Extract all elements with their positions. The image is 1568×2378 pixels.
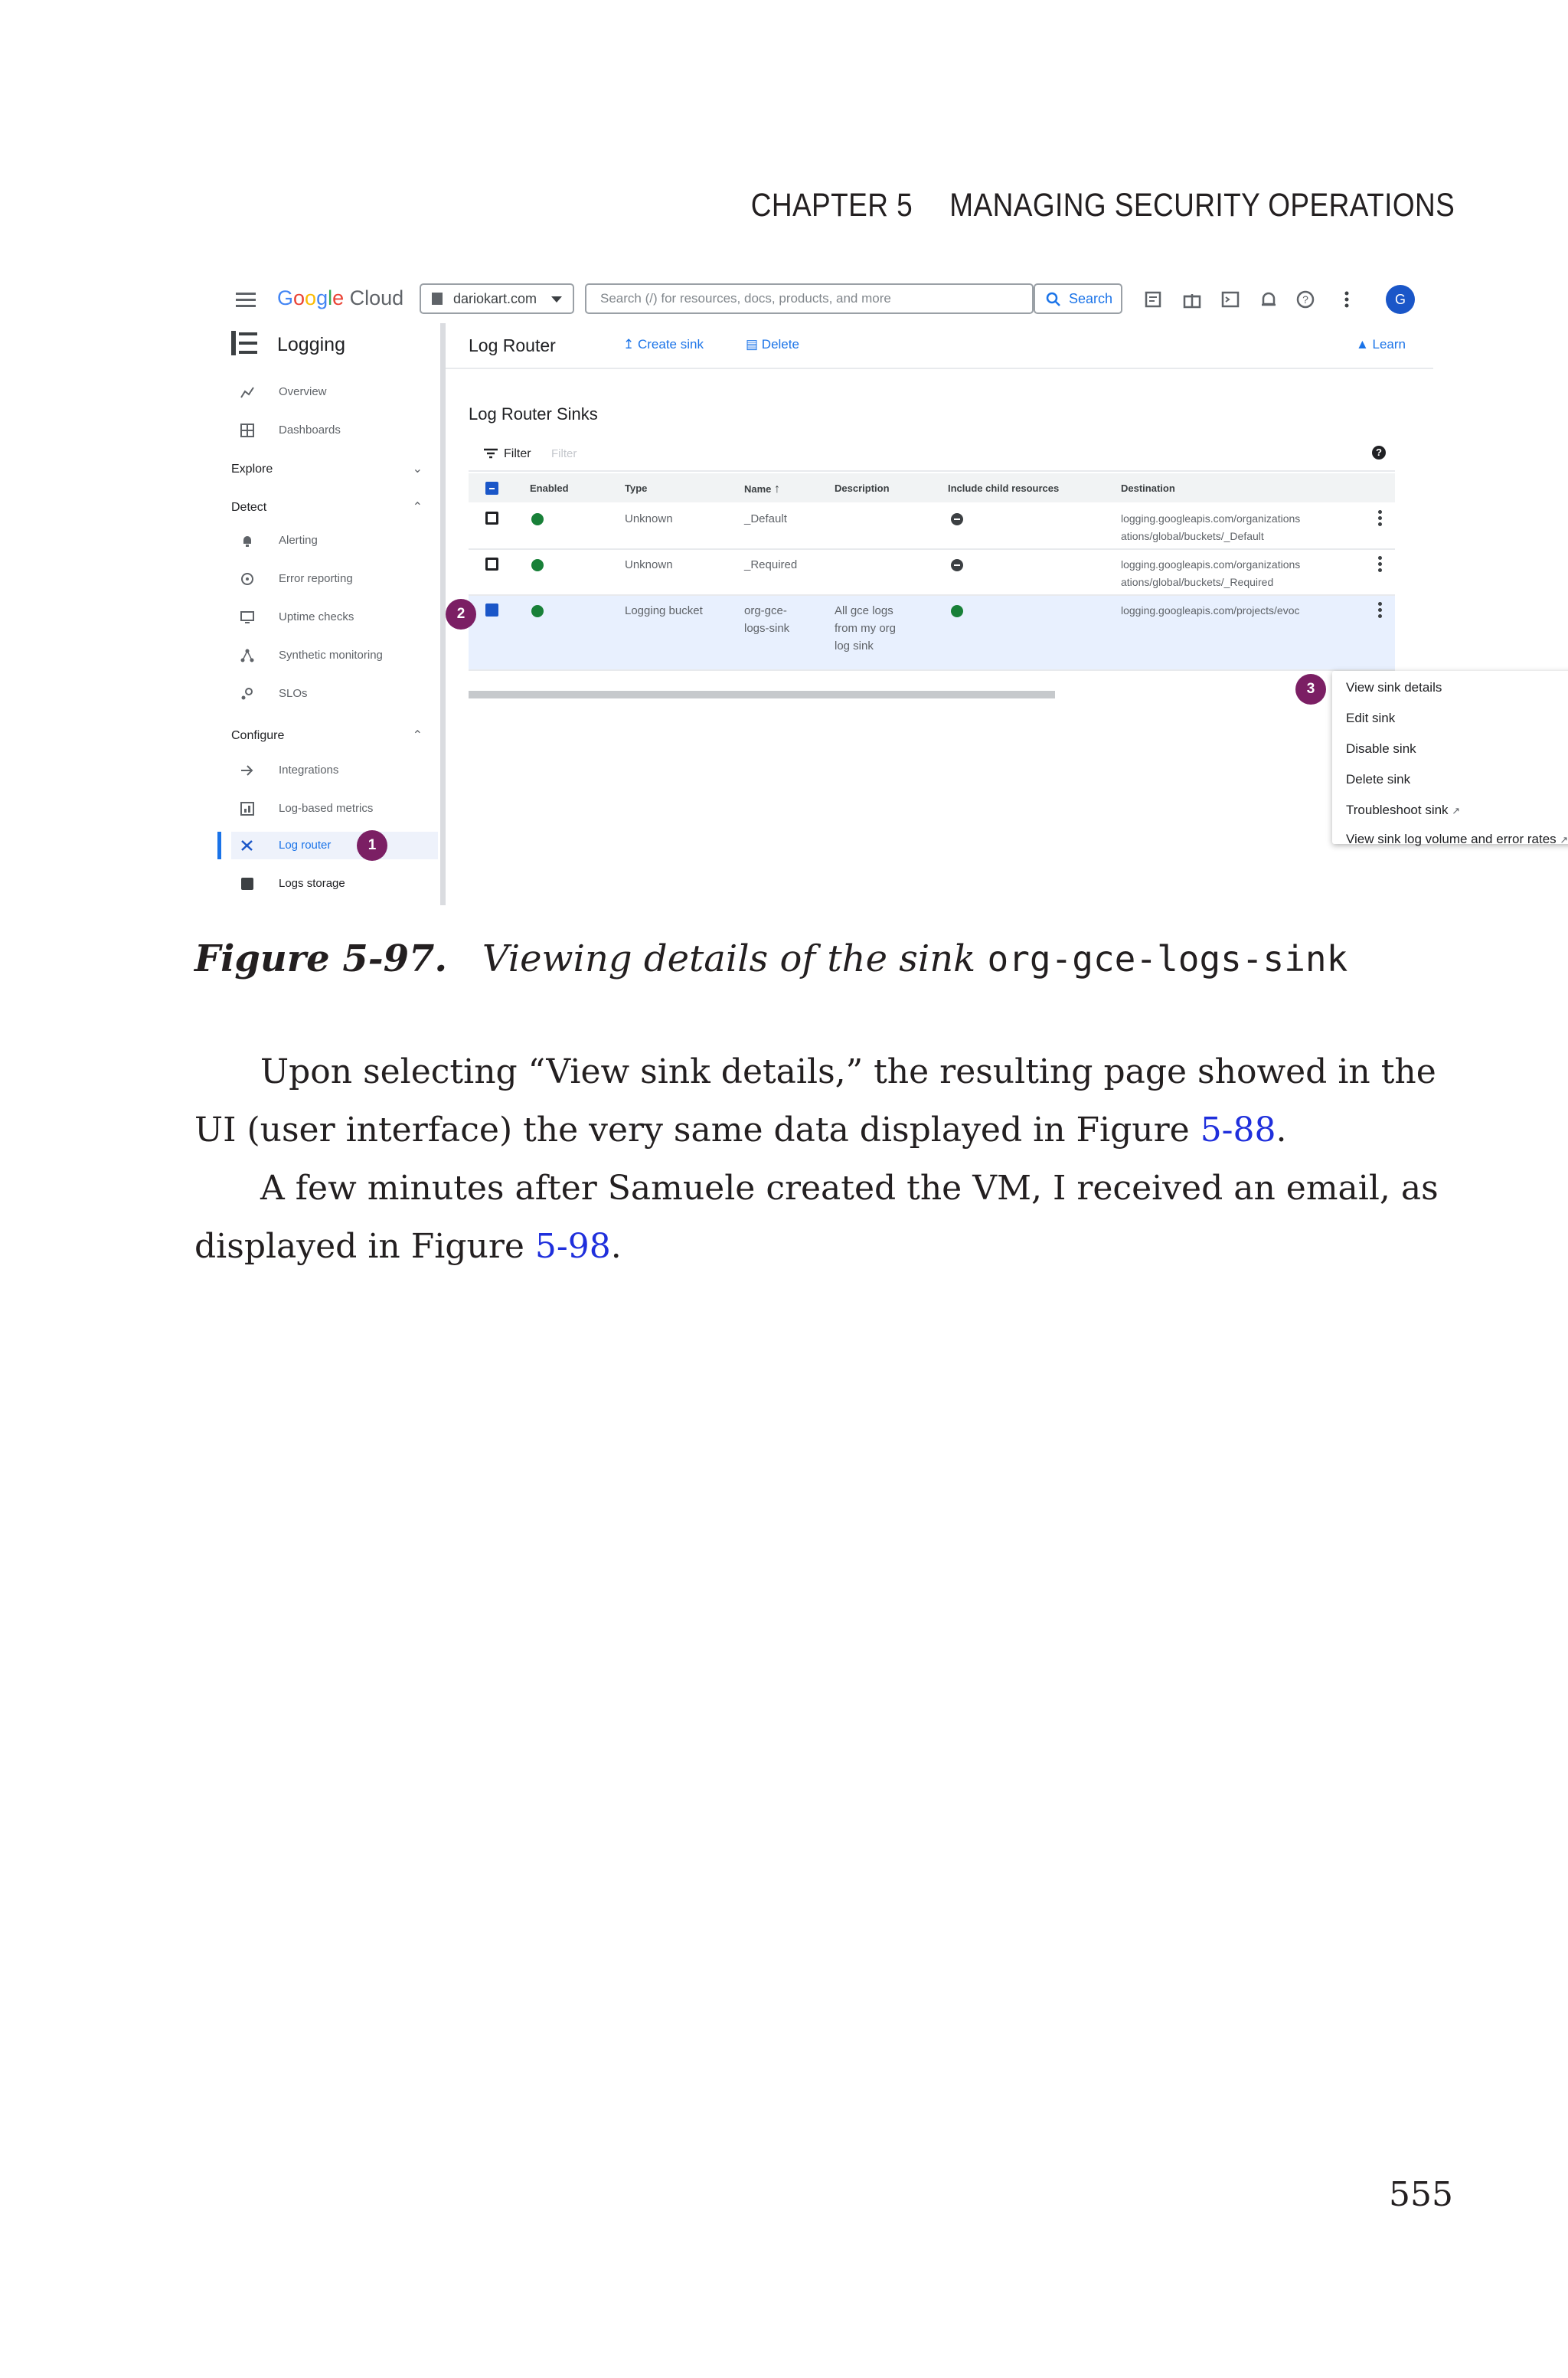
filter-input[interactable]: Filter bbox=[551, 447, 577, 460]
sidebar-item-integrations[interactable]: Integrations bbox=[231, 757, 438, 784]
row-menu-icon[interactable] bbox=[1378, 556, 1383, 574]
menu-icon[interactable] bbox=[236, 293, 256, 306]
sort-arrow-up-icon: ↑ bbox=[774, 482, 781, 496]
search-icon bbox=[1046, 292, 1061, 307]
page-number: 555 bbox=[1389, 2175, 1453, 2214]
chevron-down-icon: ⌄ bbox=[412, 463, 423, 476]
storage-icon bbox=[240, 877, 254, 891]
project-selector[interactable]: dariokart.com bbox=[420, 283, 574, 314]
sidebar-item-synthetic-monitoring[interactable]: Synthetic monitoring bbox=[231, 642, 438, 669]
figure-link-5-98[interactable]: 5-98 bbox=[534, 1227, 611, 1266]
col-type[interactable]: Type bbox=[625, 482, 648, 494]
row-name: org-gce- logs-sink bbox=[744, 604, 790, 635]
more-vert-icon[interactable] bbox=[1335, 288, 1358, 311]
help-icon[interactable] bbox=[1294, 288, 1317, 311]
horizontal-scrollbar[interactable] bbox=[469, 691, 1055, 698]
sinks-title: Log Router Sinks bbox=[469, 404, 598, 424]
running-head bbox=[750, 187, 1455, 224]
menu-item-delete-sink[interactable]: Delete sink bbox=[1346, 772, 1411, 787]
svg-text:?: ? bbox=[1302, 293, 1308, 306]
row-checkbox[interactable] bbox=[485, 512, 498, 525]
chevron-up-icon: ⌃ bbox=[412, 501, 423, 514]
row-type: Logging bucket bbox=[625, 604, 703, 617]
col-description[interactable]: Description bbox=[835, 482, 890, 494]
sidebar-item-uptime-checks[interactable]: Uptime checks bbox=[231, 603, 438, 631]
search-input[interactable]: Search (/) for resources, docs, products, and more bbox=[585, 283, 1034, 314]
caption-text: Viewing details of the sink bbox=[482, 937, 976, 980]
filter-icon bbox=[484, 448, 498, 459]
screenshot-figure bbox=[217, 276, 1568, 905]
col-name[interactable]: Name ↑ bbox=[744, 482, 781, 496]
terminal-icon[interactable] bbox=[1219, 288, 1242, 311]
sidebar bbox=[217, 323, 446, 905]
col-destination[interactable]: Destination bbox=[1121, 482, 1175, 494]
sidebar-item-log-router[interactable]: Log router bbox=[231, 832, 438, 859]
check-circle-icon bbox=[531, 605, 544, 617]
select-all-checkbox[interactable] bbox=[485, 482, 498, 495]
table-row[interactable] bbox=[469, 550, 1395, 596]
delete-button[interactable]: ▤ Delete bbox=[746, 337, 799, 352]
callout-1: 1 bbox=[357, 830, 387, 861]
bell-icon[interactable] bbox=[1257, 288, 1280, 311]
overview-icon bbox=[240, 385, 254, 399]
row-destination: logging.googleapis.com/organizations ations/global/buckets/_Default bbox=[1121, 512, 1301, 542]
filter-label: Filter bbox=[504, 447, 531, 460]
row-menu-icon[interactable] bbox=[1378, 510, 1383, 528]
sidebar-item-dashboards[interactable]: Dashboards bbox=[231, 417, 438, 444]
sidebar-item-log-based-metrics[interactable]: Log-based metrics bbox=[231, 795, 438, 823]
row-name: _Default bbox=[744, 512, 787, 525]
bell-icon bbox=[240, 534, 254, 548]
row-destination: logging.googleapis.com/projects/evoc bbox=[1121, 604, 1300, 617]
filter-bar[interactable] bbox=[469, 437, 1395, 472]
monitor-icon bbox=[240, 610, 254, 624]
chapter-title: MANAGING SECURITY OPERATIONS bbox=[949, 187, 1455, 224]
logging-product-icon bbox=[231, 331, 259, 355]
row-checkbox[interactable] bbox=[485, 603, 498, 617]
help-icon[interactable]: ? bbox=[1372, 446, 1386, 460]
sidebar-item-slos[interactable]: SLOs bbox=[231, 680, 438, 708]
product-title: Logging bbox=[277, 334, 345, 355]
google-cloud-logo[interactable]: Google Cloud bbox=[277, 286, 404, 309]
shuffle-icon bbox=[240, 839, 254, 852]
figure-label: Figure 5-97. bbox=[194, 937, 448, 980]
dashboard-icon bbox=[240, 424, 254, 437]
table-header bbox=[469, 473, 1395, 502]
page-header bbox=[446, 323, 1433, 369]
check-circle-icon bbox=[951, 605, 963, 617]
arrow-right-icon bbox=[240, 764, 254, 777]
menu-item-view-log-volume[interactable]: View sink log volume and error rates ↗ bbox=[1346, 832, 1568, 846]
page-title: Log Router bbox=[469, 335, 556, 355]
callout-3: 3 bbox=[1295, 674, 1326, 705]
network-icon bbox=[240, 649, 254, 662]
row-description: All gce logs from my org log sink bbox=[835, 604, 897, 653]
section-configure[interactable]: Configure ⌃ bbox=[231, 729, 423, 742]
caption-code: org-gce-logs-sink bbox=[987, 938, 1348, 980]
top-bar bbox=[217, 276, 1433, 322]
main-panel bbox=[446, 323, 1568, 905]
chevron-up-icon: ⌃ bbox=[412, 729, 423, 742]
create-sink-icon: ↥ bbox=[623, 337, 635, 352]
callout-2: 2 bbox=[446, 599, 476, 630]
body-paragraph: Upon selecting “View sink details,” the resulting page showed in the UI (user interface) the very same data displayed in Figure 5-88. A few minutes after Samuele created the VM, I received an email, as displayed in Figure 5-98. bbox=[194, 1052, 1439, 1266]
row-name: _Required bbox=[744, 558, 798, 571]
trash-icon: ▤ bbox=[746, 337, 759, 352]
row-checkbox[interactable] bbox=[485, 558, 498, 571]
gift-icon[interactable] bbox=[1181, 288, 1204, 311]
figure-caption bbox=[194, 937, 1348, 980]
search-button[interactable]: Search bbox=[1034, 283, 1122, 314]
section-explore[interactable]: Explore ⌄ bbox=[231, 463, 423, 476]
sidebar-item-error-reporting[interactable]: Error reporting bbox=[231, 565, 438, 593]
chapter-label: CHAPTER 5 bbox=[750, 187, 913, 224]
dropdown-icon bbox=[551, 296, 562, 303]
menu-item-troubleshoot-sink[interactable]: Troubleshoot sink ↗ bbox=[1346, 803, 1461, 817]
row-type: Unknown bbox=[625, 512, 673, 525]
menu-item-disable-sink[interactable]: Disable sink bbox=[1346, 741, 1416, 756]
notes-icon[interactable] bbox=[1142, 288, 1165, 311]
check-circle-icon bbox=[531, 559, 544, 571]
table-row-selected[interactable] bbox=[469, 596, 1395, 671]
table-row[interactable] bbox=[469, 504, 1395, 550]
row-destination: logging.googleapis.com/organizations ations/global/buckets/_Required bbox=[1121, 558, 1301, 588]
school-icon: ▲ bbox=[1355, 337, 1369, 352]
sidebar-item-overview[interactable]: Overview bbox=[231, 378, 438, 406]
menu-item-view-sink-details[interactable]: View sink details bbox=[1346, 680, 1442, 695]
open-in-new-icon: ↗ bbox=[1560, 834, 1568, 846]
open-in-new-icon: ↗ bbox=[1452, 805, 1461, 816]
menu-item-edit-sink[interactable]: Edit sink bbox=[1346, 711, 1396, 725]
slo-icon bbox=[240, 687, 254, 701]
sidebar-item-alerting[interactable]: Alerting bbox=[231, 527, 438, 554]
avatar[interactable]: G bbox=[1386, 285, 1415, 314]
figure-link-5-88[interactable]: 5-88 bbox=[1200, 1110, 1276, 1150]
remove-circle-icon bbox=[951, 513, 963, 525]
learn-button[interactable]: ▲ Learn bbox=[1355, 337, 1406, 352]
col-enabled[interactable]: Enabled bbox=[530, 482, 569, 494]
project-icon bbox=[432, 293, 443, 305]
error-reporting-icon bbox=[240, 572, 254, 586]
metrics-icon bbox=[240, 802, 254, 816]
sink-context-menu bbox=[1332, 671, 1568, 844]
sidebar-item-logs-storage[interactable]: Logs storage bbox=[231, 870, 438, 898]
section-detect[interactable]: Detect ⌃ bbox=[231, 501, 423, 514]
check-circle-icon bbox=[531, 513, 544, 525]
create-sink-button[interactable]: ↥ Create sink bbox=[623, 337, 704, 352]
col-include-child-resources[interactable]: Include child resources bbox=[948, 482, 1060, 494]
row-type: Unknown bbox=[625, 558, 673, 571]
row-menu-icon[interactable] bbox=[1378, 602, 1383, 620]
remove-circle-icon bbox=[951, 559, 963, 571]
